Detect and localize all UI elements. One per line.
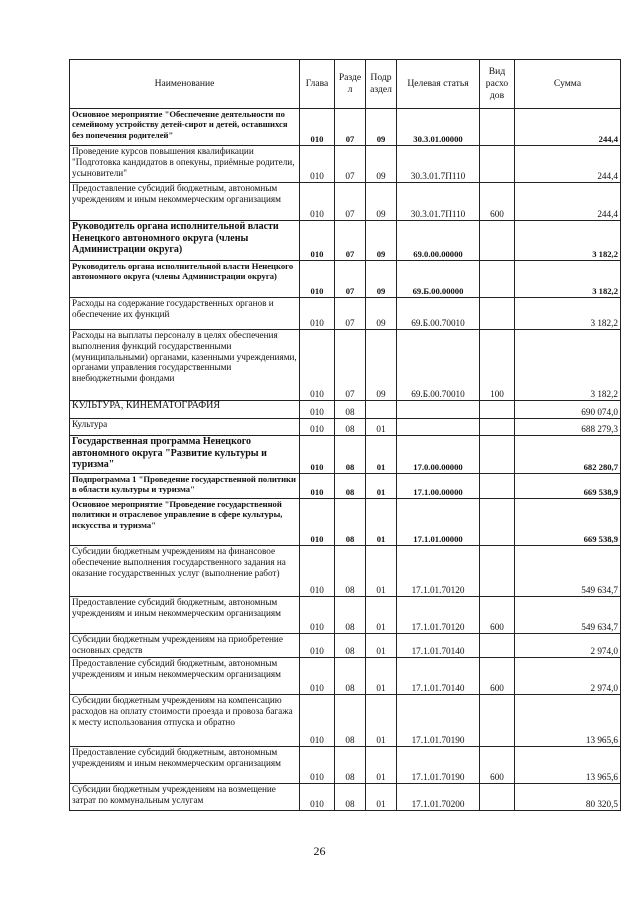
cell-target: 69.Б.00.70010 — [397, 298, 480, 330]
cell-subsection: 01 — [366, 747, 397, 784]
cell-target: 17.1.01.70190 — [397, 695, 480, 747]
cell-section: 08 — [335, 634, 366, 658]
cell-section: 08 — [335, 436, 366, 474]
cell-expense-type — [480, 109, 515, 146]
cell-name: Предоставление субсидий бюджетным, автономным учреждениям и иным некоммерческим организациям — [70, 658, 300, 695]
cell-amount: 669 538,9 — [515, 499, 621, 546]
header-name: Наименование — [70, 60, 300, 109]
cell-subsection: 09 — [366, 330, 397, 401]
cell-chapter: 010 — [300, 695, 335, 747]
table-row — [70, 419, 621, 436]
cell-section: 08 — [335, 474, 366, 499]
cell-amount: 549 634,7 — [515, 546, 621, 597]
table-row — [70, 109, 621, 146]
table-row — [70, 261, 621, 298]
cell-amount: 3 182,2 — [515, 221, 621, 261]
cell-subsection: 09 — [366, 109, 397, 146]
cell-chapter: 010 — [300, 499, 335, 546]
table-row — [70, 634, 621, 658]
page-number: 26 — [313, 844, 326, 858]
table-row — [70, 330, 621, 401]
cell-name: Субсидии бюджетным учреждениям на приобретение основных средств — [70, 634, 300, 658]
cell-amount: 3 182,2 — [515, 298, 621, 330]
cell-chapter: 010 — [300, 436, 335, 474]
cell-amount: 244,4 — [515, 146, 621, 183]
cell-section: 07 — [335, 183, 366, 221]
cell-subsection: 09 — [366, 146, 397, 183]
cell-expense-type — [480, 221, 515, 261]
cell-target: 30.3.01.00000 — [397, 109, 480, 146]
cell-amount: 3 182,2 — [515, 261, 621, 298]
cell-section: 07 — [335, 330, 366, 401]
table-row — [70, 597, 621, 634]
table-row — [70, 221, 621, 261]
cell-subsection: 01 — [366, 419, 397, 436]
cell-expense-type — [480, 695, 515, 747]
cell-amount: 244,4 — [515, 183, 621, 221]
cell-chapter: 010 — [300, 401, 335, 419]
cell-target: 17.1.01.70120 — [397, 597, 480, 634]
cell-name: Субсидии бюджетным учреждениям на возмещение затрат по коммунальным услугам — [70, 784, 300, 811]
table-row — [70, 474, 621, 499]
cell-name: Субсидии бюджетным учреждениям на компенсацию расходов на оплату стоимости проезда и провоза багажа к месту использования отпуска и обратно — [70, 695, 300, 747]
cell-section: 07 — [335, 298, 366, 330]
cell-section: 07 — [335, 146, 366, 183]
cell-expense-type: 600 — [480, 658, 515, 695]
cell-chapter: 010 — [300, 330, 335, 401]
cell-chapter: 010 — [300, 221, 335, 261]
cell-subsection: 01 — [366, 695, 397, 747]
cell-name: Предоставление субсидий бюджетным, автономным учреждениям и иным некоммерческим организациям — [70, 597, 300, 634]
cell-expense-type — [480, 261, 515, 298]
cell-target: 30.3.01.7П110 — [397, 146, 480, 183]
header-amount: Сумма — [515, 60, 621, 109]
cell-name: Расходы на выплаты персоналу в целях обеспечения выполнения функций государственными (муниципальными) органами, казенными учреждениями, органами управления государственными внебюджетными фондами — [70, 330, 300, 401]
cell-section: 08 — [335, 401, 366, 419]
cell-chapter: 010 — [300, 546, 335, 597]
header-section: Разде л — [335, 60, 366, 109]
cell-target: 69.Б.00.00000 — [397, 261, 480, 298]
cell-expense-type: 600 — [480, 747, 515, 784]
cell-target: 17.1.00.00000 — [397, 474, 480, 499]
cell-expense-type — [480, 784, 515, 811]
cell-target: 69.0.00.00000 — [397, 221, 480, 261]
cell-section: 07 — [335, 261, 366, 298]
cell-target: 69.Б.00.70010 — [397, 330, 480, 401]
cell-amount: 2 974,0 — [515, 658, 621, 695]
cell-chapter: 010 — [300, 261, 335, 298]
cell-expense-type — [480, 634, 515, 658]
cell-amount: 549 634,7 — [515, 597, 621, 634]
cell-section: 08 — [335, 546, 366, 597]
cell-amount: 80 320,5 — [515, 784, 621, 811]
cell-name: Расходы на содержание государственных органов и обеспечение их функций — [70, 298, 300, 330]
cell-chapter: 010 — [300, 784, 335, 811]
cell-target: 30.3.01.7П110 — [397, 183, 480, 221]
cell-subsection: 01 — [366, 499, 397, 546]
cell-amount: 244,4 — [515, 109, 621, 146]
cell-name: Предоставление субсидий бюджетным, автономным учреждениям и иным некоммерческим организациям — [70, 183, 300, 221]
cell-target: 17.1.01.70120 — [397, 546, 480, 597]
cell-chapter: 010 — [300, 146, 335, 183]
cell-name: Подпрограмма 1 "Проведение государственной политики в области культуры и туризма" — [70, 474, 300, 499]
cell-expense-type: 600 — [480, 183, 515, 221]
cell-chapter: 010 — [300, 419, 335, 436]
table-row — [70, 784, 621, 811]
cell-amount: 690 074,0 — [515, 401, 621, 419]
cell-chapter: 010 — [300, 183, 335, 221]
table-row — [70, 695, 621, 747]
cell-subsection: 09 — [366, 261, 397, 298]
cell-amount: 688 279,3 — [515, 419, 621, 436]
cell-chapter: 010 — [300, 634, 335, 658]
cell-target — [397, 401, 480, 419]
cell-name: Руководитель органа исполнительной власти Ненецкого автономного округа (члены Администрации округа) — [70, 261, 300, 298]
cell-subsection: 09 — [366, 298, 397, 330]
cell-expense-type — [480, 146, 515, 183]
cell-chapter: 010 — [300, 474, 335, 499]
cell-subsection: 01 — [366, 658, 397, 695]
cell-expense-type — [480, 298, 515, 330]
header-subsection: Подр аздел — [366, 60, 397, 109]
table-row — [70, 298, 621, 330]
cell-name: Государственная программа Ненецкого автономного округа "Развитие культуры и туризма" — [70, 436, 300, 474]
cell-amount: 13 965,6 — [515, 747, 621, 784]
cell-subsection: 09 — [366, 183, 397, 221]
cell-chapter: 010 — [300, 658, 335, 695]
cell-name: Культура — [70, 419, 300, 436]
table-row — [70, 747, 621, 784]
header-target: Целевая статья — [397, 60, 480, 109]
cell-expense-type: 600 — [480, 597, 515, 634]
cell-section: 08 — [335, 658, 366, 695]
cell-section: 08 — [335, 419, 366, 436]
cell-chapter: 010 — [300, 597, 335, 634]
table-row — [70, 436, 621, 474]
cell-chapter: 010 — [300, 747, 335, 784]
table-row — [70, 499, 621, 546]
cell-amount: 13 965,6 — [515, 695, 621, 747]
cell-section: 07 — [335, 221, 366, 261]
table-row — [70, 546, 621, 597]
cell-name: Основное мероприятие "Проведение государственной политики и отраслевое управление в сфере культуры, искусства и туризма" — [70, 499, 300, 546]
cell-section: 07 — [335, 109, 366, 146]
cell-subsection: 09 — [366, 221, 397, 261]
cell-target: 17.1.01.00000 — [397, 499, 480, 546]
cell-target: 17.1.01.70190 — [397, 747, 480, 784]
cell-section: 08 — [335, 784, 366, 811]
cell-target — [397, 419, 480, 436]
cell-expense-type — [480, 401, 515, 419]
cell-section: 08 — [335, 695, 366, 747]
cell-subsection: 01 — [366, 634, 397, 658]
cell-chapter: 010 — [300, 109, 335, 146]
cell-subsection — [366, 401, 397, 419]
cell-expense-type — [480, 546, 515, 597]
cell-name: Предоставление субсидий бюджетным, автономным учреждениям и иным некоммерческим организациям — [70, 747, 300, 784]
cell-expense-type — [480, 419, 515, 436]
cell-section: 08 — [335, 597, 366, 634]
budget-table — [69, 59, 621, 811]
cell-expense-type — [480, 474, 515, 499]
cell-subsection: 01 — [366, 474, 397, 499]
cell-amount: 3 182,2 — [515, 330, 621, 401]
cell-amount: 669 538,9 — [515, 474, 621, 499]
cell-name: КУЛЬТУРА, КИНЕМАТОГРАФИЯ — [70, 401, 300, 419]
cell-amount: 682 280,7 — [515, 436, 621, 474]
cell-amount: 2 974,0 — [515, 634, 621, 658]
cell-name: Руководитель органа исполнительной власти Ненецкого автономного округа (члены Администрации округа) — [70, 221, 300, 261]
table-row — [70, 658, 621, 695]
table-header-row — [70, 60, 621, 109]
cell-target: 17.1.01.70140 — [397, 634, 480, 658]
cell-section: 08 — [335, 747, 366, 784]
cell-name: Основное мероприятие "Обеспечение деятельности по семейному устройству детей-сирот и детей, оставшихся без попечения родителей" — [70, 109, 300, 146]
cell-subsection: 01 — [366, 784, 397, 811]
cell-section: 08 — [335, 499, 366, 546]
cell-chapter: 010 — [300, 298, 335, 330]
cell-expense-type — [480, 499, 515, 546]
cell-name: Субсидии бюджетным учреждениям на финансовое обеспечение выполнения государственного задания на оказание государственных услуг (выполнение работ) — [70, 546, 300, 597]
table-row — [70, 183, 621, 221]
table-row — [70, 146, 621, 183]
cell-subsection: 01 — [366, 597, 397, 634]
cell-expense-type: 100 — [480, 330, 515, 401]
cell-name: Проведение курсов повышения квалификации "Подготовка кандидатов в опекуны, приёмные родители, усыновители" — [70, 146, 300, 183]
cell-target: 17.1.01.70200 — [397, 784, 480, 811]
table-row — [70, 401, 621, 419]
cell-subsection: 01 — [366, 436, 397, 474]
cell-target: 17.1.01.70140 — [397, 658, 480, 695]
header-expense-type: Вид расхо дов — [480, 60, 515, 109]
cell-target: 17.0.00.00000 — [397, 436, 480, 474]
header-chapter: Глава — [300, 60, 335, 109]
cell-subsection: 01 — [366, 546, 397, 597]
cell-expense-type — [480, 436, 515, 474]
